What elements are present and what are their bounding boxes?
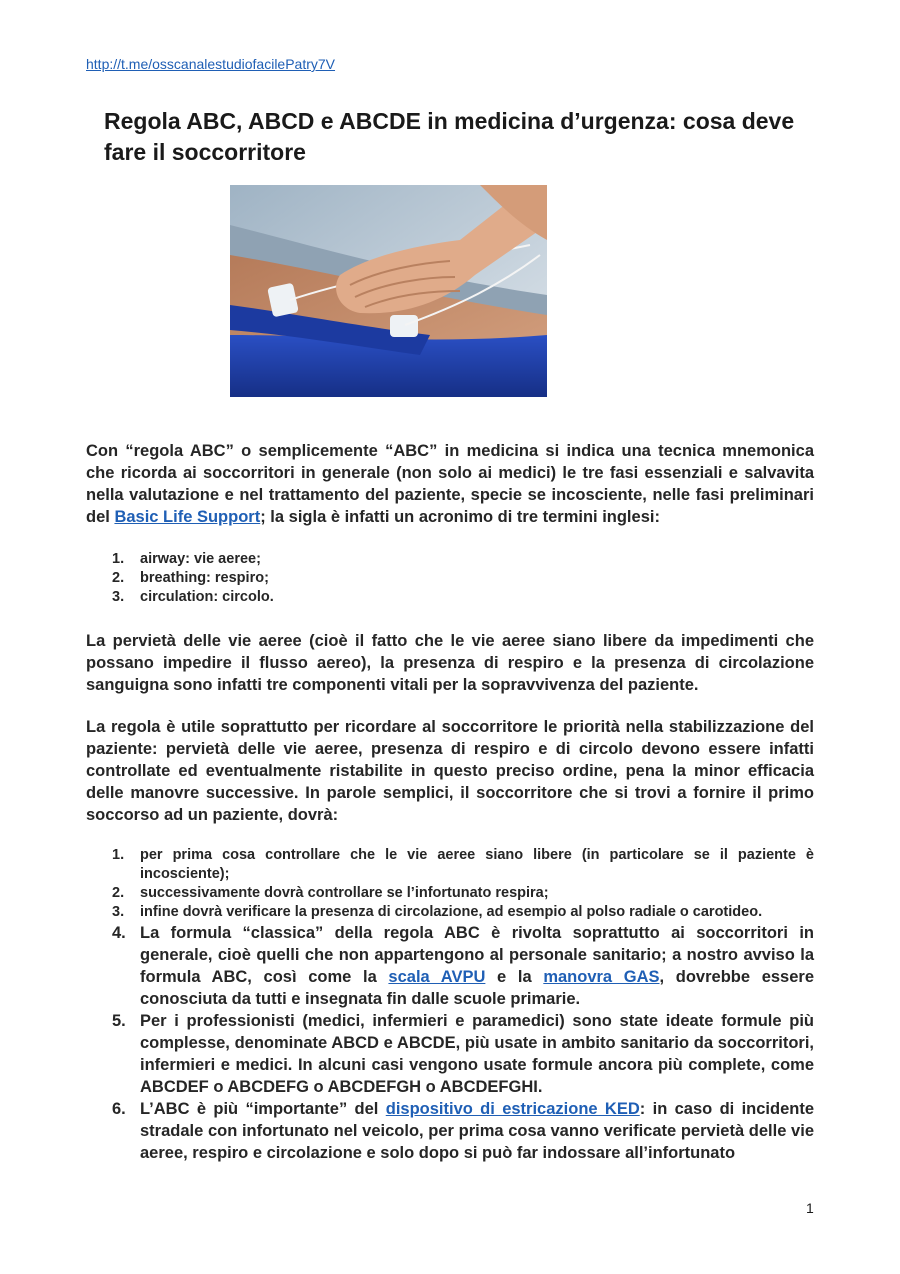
list-item-text: successivamente dovrà controllare se l’infortunato respira; [140,885,549,901]
priorities-paragraph: La regola è utile soprattutto per ricordare al soccorritore le priorità nella stabilizzazione del paziente: pervietà delle vie aeree, presenza di respiro e di circolo devono essere infatti controllate ed eventualmente ristabilite in questo preciso ordine, pena la minor efficacia delle manovre successive. In parole semplici, il soccorritore che si trovi a fornire il primo soccorso ad un paziente, dovrà: [86,718,814,824]
list-item-text: airway: vie aeree; [140,551,261,567]
cpr-illustration [230,185,547,397]
list-number: 6. [112,1100,126,1118]
list-number: 1. [112,551,125,567]
cpr-photo [230,185,547,397]
list-item-text: per prima cosa controllare che le vie aeree siano libere (in particolare se il paziente è incosciente); [140,847,814,882]
list-item [86,922,814,1010]
list-number: 1. [112,847,125,863]
list-item-text: breathing: respiro; [140,570,269,586]
list-item [86,588,814,607]
list-item [86,550,814,569]
list-item-text: L’ABC è più “importante” del [140,1100,386,1118]
rescuer-steps-list [86,846,814,1164]
list-item-text: Per i professionisti (medici, infermieri e paramedici) sono state ideate formule più complesse, denominate ABCD e ABCDE, più usate in ambito sanitario da soccorritori, infermieri e medici. In alcuni casi vengono usate formule ancora più complete, come ABCDEF o ABCDEFG o ABCDEFGH o ABCDEFGHI. [140,1012,814,1096]
page-title: Regola ABC, ABCD e ABCDE in medicina d’urgenza: cosa deve fare il soccorritore [104,108,795,165]
list-item [86,903,814,922]
list-item [86,1098,814,1164]
ked-device-link[interactable]: dispositivo di estricazione KED [385,1100,640,1118]
list-item-text: La formula “classica” della regola ABC è rivolta soprattutto ai soccorritori in generale, cioè quelli che non appartengono al personale sanitario; a nostro avviso la formula ABC, così come la [140,924,814,986]
scala-avpu-link[interactable]: scala AVPU [388,968,486,986]
list-item-text: , dovrebbe essere conosciuta da tutti e insegnata fin dalle scuole primarie. [140,968,814,1008]
vital-components-paragraph: La pervietà delle vie aeree (cioè il fatto che le vie aeree siano libere da impedimenti che possano impedire il flusso aereo), la presenza di respiro e la presenza di circolazione sanguigna sono infatti tre componenti vitali per la sopravvivenza del paziente. [86,632,814,694]
list-item-text: e la [485,968,544,986]
list-number: 3. [112,904,125,920]
list-item [86,1010,814,1098]
list-item-text: : in caso di incidente stradale con infortunato nel veicolo, per prima cosa vanno verificate pervietà delle vie aeree, respiro e circolazione e solo dopo si può far indossare all’infortunato [140,1100,815,1162]
telegram-link[interactable]: http://t.me/osscanalestudiofacilePatry7V [86,56,336,72]
list-item [86,884,814,903]
intro-text-part2: ; la sigla è infatti un acronimo di tre termini inglesi: [260,508,660,526]
manovra-gas-link[interactable]: manovra GAS [543,968,660,986]
intro-paragraph [86,440,814,528]
list-number: 3. [112,589,125,605]
list-number: 2. [112,885,125,901]
abc-terms-list [86,550,814,607]
list-item [86,569,814,588]
intro-text-part1: Con “regola ABC” o semplicemente “ABC” in medicina si indica una tecnica mnemonica che ricorda ai soccorritori in generale (non solo ai medici) le tre fasi essenziali e salvavita nella valutazione e nel trattamento del paziente, specie se incosciente, nelle fasi preliminari del [86,442,814,526]
list-number: 4. [112,924,126,942]
list-item-text: circulation: circolo. [140,589,274,605]
basic-life-support-link[interactable]: Basic Life Support [114,508,261,526]
list-number: 5. [112,1012,126,1030]
list-number: 2. [112,570,125,586]
page-number: 1 [806,1200,814,1216]
list-item-text: infine dovrà verificare la presenza di circolazione, ad esempio al polso radiale o carotideo. [140,904,763,920]
list-item [86,846,814,884]
